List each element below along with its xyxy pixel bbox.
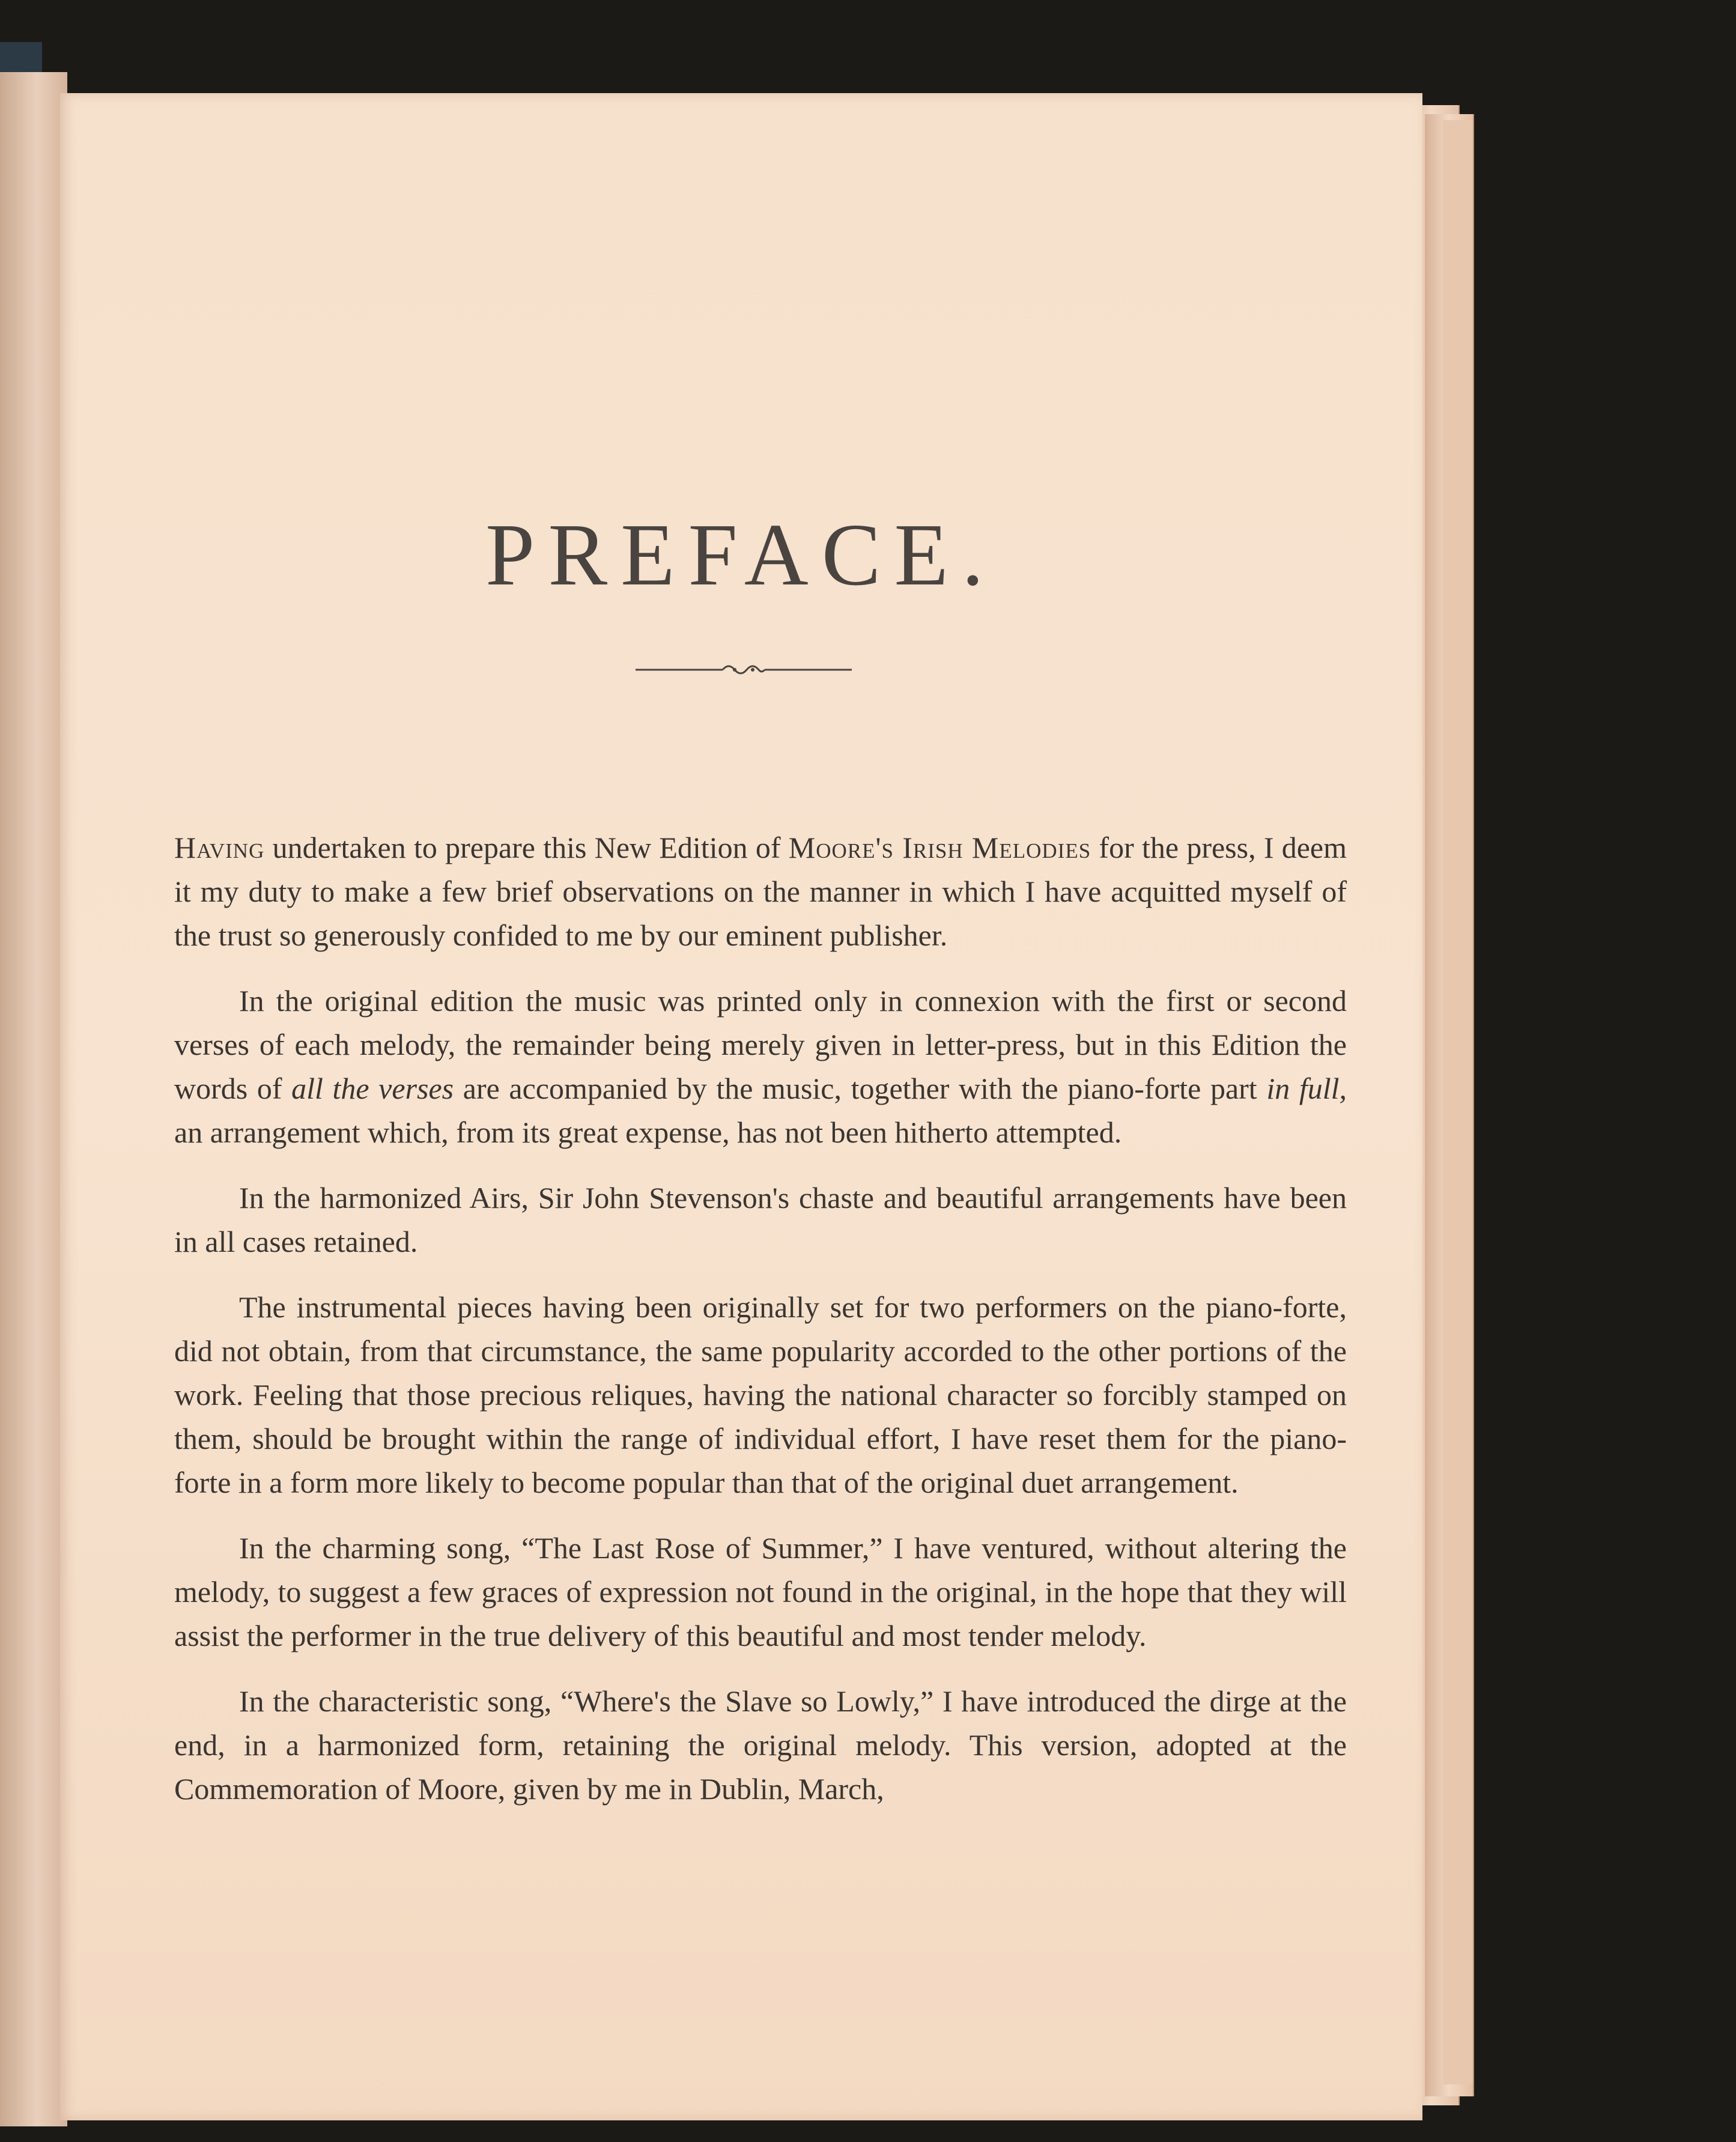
paragraph-3: In the harmonized Airs, Sir John Stevenson's chaste and beautiful arrangements have been in all cases retained. bbox=[174, 1181, 1347, 1258]
paragraph-6: In the characteristic song, “Where's the Slave so Lowly,” I have introduced the dirge at the end, in a harmonized form, retaining the original melody. This version, adopted at the Commemoration of Moore, given by me in Dublin, March, bbox=[174, 1684, 1347, 1806]
paragraph-text: are accompanied by the music, together with the piano-forte part bbox=[454, 1072, 1267, 1105]
lead-word: Having bbox=[174, 831, 265, 864]
italic-phrase: in full, bbox=[1266, 1072, 1347, 1105]
paragraph-2 bbox=[174, 979, 1347, 1154]
paragraph-4: The instrumental pieces having been originally set for two performers on the piano-forte, did not obtain, from that circumstance, the same popularity accorded to the other portions of the work. Feeling that those precious reliques, having the national character so forcibly stamped on them, should be brought within the range of individual effort, I have reset them for the piano-forte in a form more likely to become popular than that of the original duet arrangement. bbox=[174, 1290, 1347, 1499]
paragraph-text: an arrangement which, from its great expense, has not been hitherto attempted. bbox=[174, 1115, 1122, 1149]
paragraph-text: In the original edition the music was printed only in connexion with the first or second verses of each melody, the remainder being merely given in letter-press, but in this Edition the words of bbox=[174, 984, 1347, 1105]
paragraph-text: for the press, I deem it my duty to make a few brief observations on the manner in which I have acquitted myself of the trust so generously confided to me by our eminent publisher. bbox=[174, 831, 1347, 952]
page-edge bbox=[1443, 120, 1474, 2084]
paragraph-1 bbox=[174, 826, 1347, 957]
preface-body bbox=[174, 826, 1347, 1833]
italic-phrase: all the verses bbox=[291, 1072, 454, 1105]
book-spine bbox=[0, 72, 67, 2126]
paragraph-text: undertaken to prepare this New Edition of bbox=[264, 831, 789, 864]
title-ornament bbox=[636, 661, 852, 679]
book-title: Moore's Irish Melodies bbox=[788, 831, 1091, 864]
book-page bbox=[60, 93, 1422, 2120]
page-title: PREFACE. bbox=[485, 506, 997, 604]
paragraph-5: In the charming song, “The Last Rose of Summer,” I have ventured, without altering the melody, to suggest a few graces of expression not found in the original, in the hope that they will assist the performer in the true delivery of this beautiful and most tender melody. bbox=[174, 1531, 1347, 1652]
